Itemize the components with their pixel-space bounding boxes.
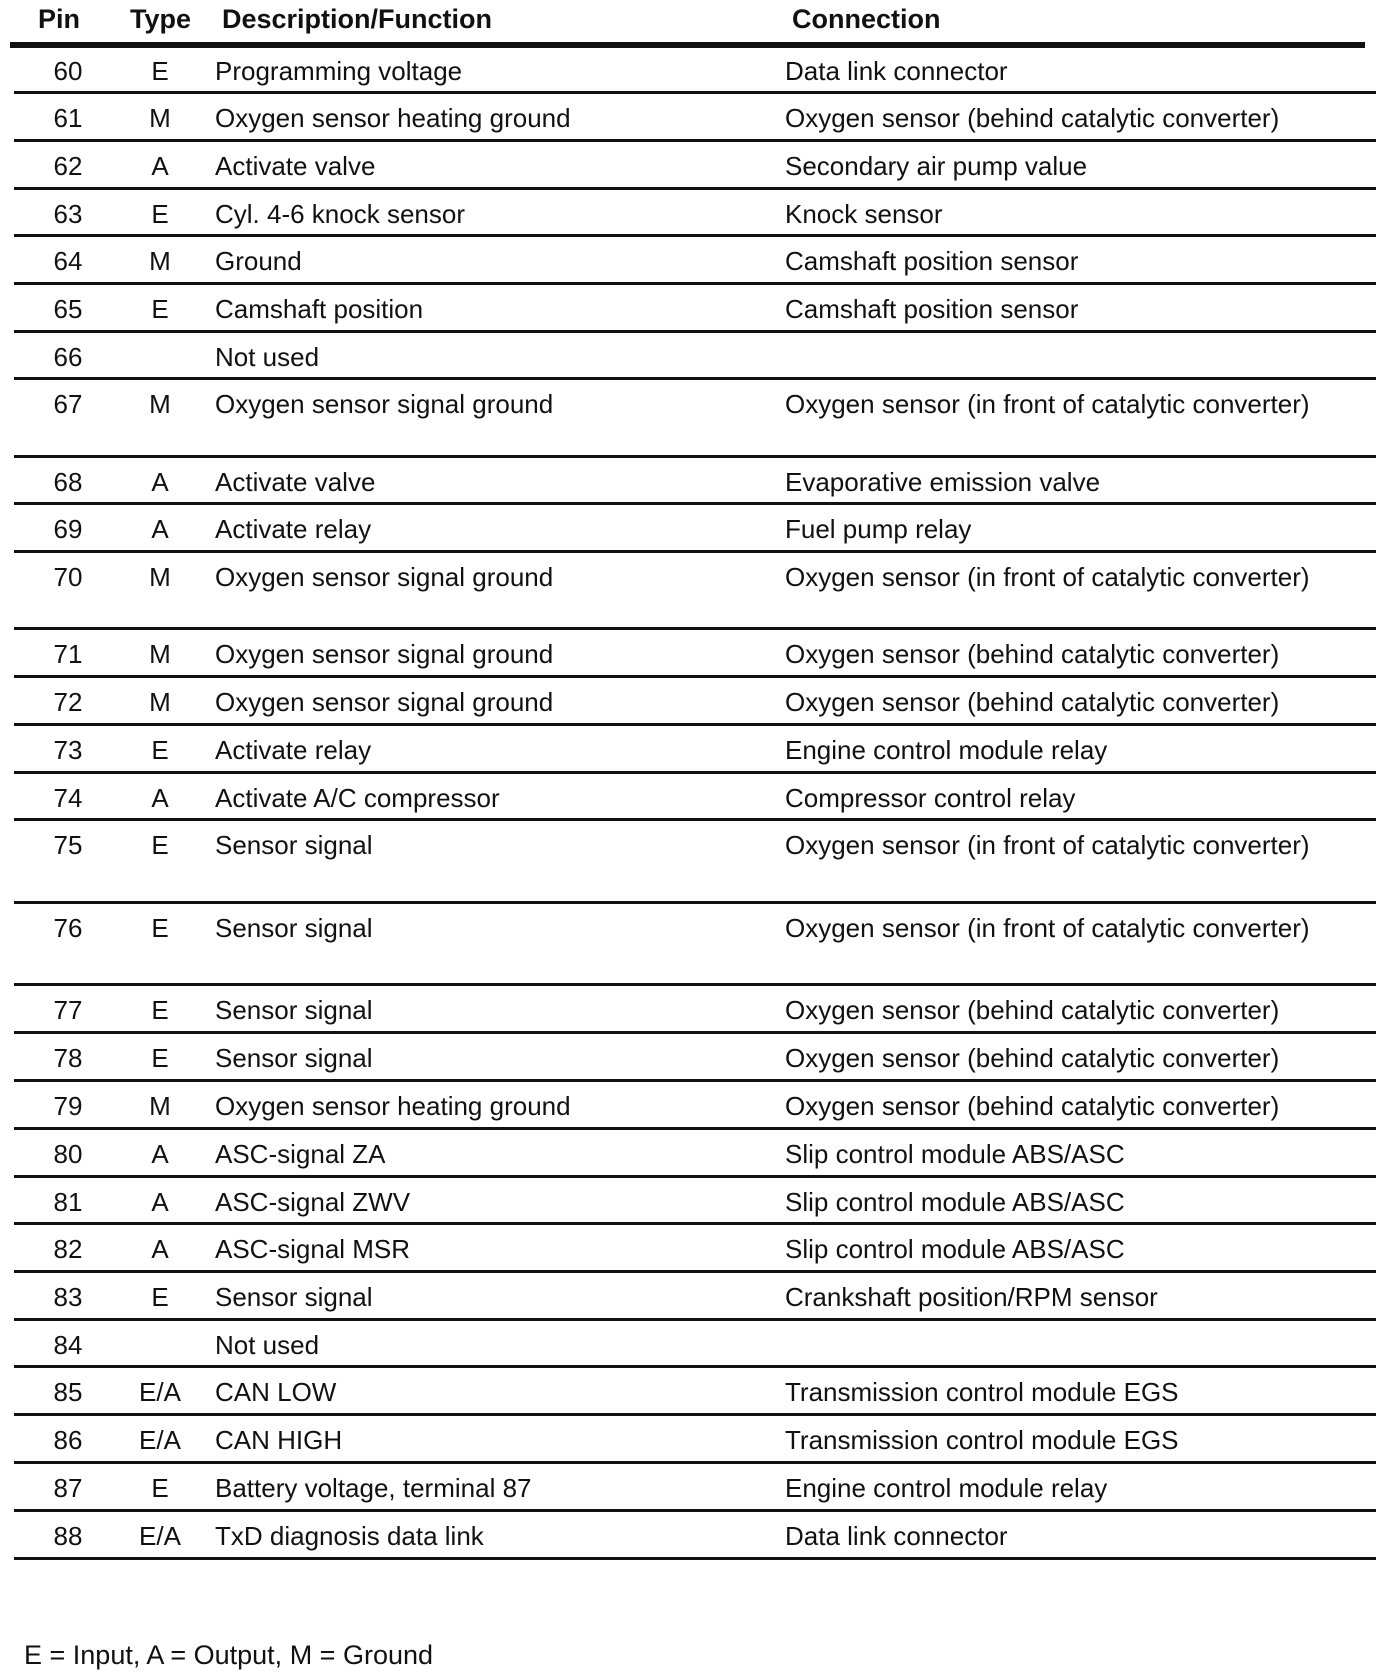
description-cell: Camshaft position (215, 294, 424, 324)
pin-cell: 78 (53, 1043, 83, 1073)
description-cell: Programming voltage (215, 56, 463, 86)
description-cell: CAN HIGH (215, 1425, 343, 1455)
pin-cell: 68 (53, 467, 83, 497)
pin-cell: 82 (53, 1234, 83, 1264)
type-cell: E (151, 1282, 169, 1312)
type-cell: E (151, 56, 169, 86)
table-row (14, 458, 1376, 505)
connection-cell: Secondary air pump value (785, 151, 1088, 181)
pin-cell: 88 (53, 1521, 83, 1551)
connection-cell: Oxygen sensor (in front of catalytic converter) (785, 913, 1310, 943)
table-row (14, 1368, 1376, 1416)
table-row (14, 678, 1376, 726)
pin-cell: 62 (53, 151, 83, 181)
description-cell: Activate valve (215, 151, 376, 181)
connection-cell: Crankshaft position/RPM sensor (785, 1282, 1158, 1312)
description-cell: Activate relay (215, 514, 372, 544)
type-cell: M (149, 103, 171, 133)
pin-cell: 83 (53, 1282, 83, 1312)
description-cell: Sensor signal (215, 995, 373, 1025)
type-cell: E/A (139, 1377, 181, 1407)
type-cell: E (151, 294, 169, 324)
table-header-row (10, 0, 1365, 46)
pin-cell: 63 (53, 199, 83, 229)
connection-cell: Engine control module relay (785, 1473, 1108, 1503)
type-cell: E (151, 995, 169, 1025)
pin-cell: 73 (53, 735, 83, 765)
table-row (14, 94, 1376, 142)
connection-cell: Data link connector (785, 1521, 1008, 1551)
connection-cell: Oxygen sensor (behind catalytic converter) (785, 1043, 1280, 1073)
connection-cell: Camshaft position sensor (785, 246, 1079, 276)
description-cell: Not used (215, 1330, 320, 1360)
description-cell: Sensor signal (215, 830, 373, 860)
description-cell: Activate A/C compressor (215, 783, 500, 813)
description-cell: ASC-signal ZWV (215, 1187, 411, 1217)
table-row (14, 553, 1376, 630)
pin-cell: 76 (53, 913, 83, 943)
pin-cell: 86 (53, 1425, 83, 1455)
type-cell: E (151, 199, 169, 229)
connection-cell: Transmission control module EGS (785, 1377, 1179, 1407)
table-row (14, 630, 1376, 678)
pin-cell: 74 (53, 783, 83, 813)
type-cell: M (149, 246, 171, 276)
type-cell: E (151, 1473, 169, 1503)
header-pin: Pin (38, 4, 81, 34)
description-cell: Oxygen sensor heating ground (215, 103, 571, 133)
description-cell: Cyl. 4-6 knock sensor (215, 199, 465, 229)
connection-cell: Oxygen sensor (behind catalytic converter) (785, 687, 1280, 717)
connection-cell: Oxygen sensor (behind catalytic converter) (785, 639, 1280, 669)
header-type: Type (130, 4, 192, 34)
pin-cell: 72 (53, 687, 83, 717)
type-cell: M (149, 562, 171, 592)
description-cell: Ground (215, 246, 302, 276)
pin-cell: 70 (53, 562, 83, 592)
table-row (14, 1130, 1376, 1178)
connection-cell: Oxygen sensor (behind catalytic converter) (785, 995, 1280, 1025)
description-cell: ASC-signal ZA (215, 1139, 386, 1169)
connection-cell: Slip control module ABS/ASC (785, 1187, 1125, 1217)
table-row (14, 380, 1376, 458)
header-connection: Connection (792, 4, 941, 34)
description-cell: Sensor signal (215, 913, 373, 943)
type-cell: A (151, 467, 169, 497)
table-row (14, 47, 1376, 94)
type-cell: E (151, 830, 169, 860)
description-cell: CAN LOW (215, 1377, 337, 1407)
pin-cell: 60 (53, 56, 83, 86)
connection-cell: Engine control module relay (785, 735, 1108, 765)
table-row (14, 142, 1376, 190)
table-row (14, 1464, 1376, 1512)
table-row (14, 333, 1376, 380)
pin-cell: 69 (53, 514, 83, 544)
table-row (14, 1225, 1376, 1273)
pin-cell: 65 (53, 294, 83, 324)
table-row (14, 1178, 1376, 1225)
type-cell: A (151, 1234, 169, 1264)
table-row (14, 821, 1376, 904)
type-cell: M (149, 639, 171, 669)
connection-cell: Oxygen sensor (in front of catalytic converter) (785, 562, 1310, 592)
pin-cell: 64 (53, 246, 83, 276)
connection-cell: Fuel pump relay (785, 514, 972, 544)
description-cell: Oxygen sensor signal ground (215, 562, 554, 592)
connection-cell: Transmission control module EGS (785, 1425, 1179, 1455)
table-row (14, 904, 1376, 986)
connection-cell: Oxygen sensor (behind catalytic converter) (785, 103, 1280, 133)
table-row (14, 237, 1376, 285)
table-row (14, 1034, 1376, 1082)
description-cell: Battery voltage, terminal 87 (215, 1473, 532, 1503)
description-cell: Oxygen sensor signal ground (215, 687, 554, 717)
pin-cell: 61 (53, 103, 83, 133)
connection-cell: Slip control module ABS/ASC (785, 1234, 1125, 1264)
type-cell: E/A (139, 1425, 181, 1455)
table-row (14, 1082, 1376, 1130)
connection-cell: Camshaft position sensor (785, 294, 1079, 324)
connection-cell: Data link connector (785, 56, 1008, 86)
connection-cell: Knock sensor (785, 199, 943, 229)
type-cell: A (151, 514, 169, 544)
table-row (14, 190, 1376, 237)
type-cell: A (151, 151, 169, 181)
type-cell: E/A (139, 1521, 181, 1551)
pin-cell: 71 (53, 639, 83, 669)
pin-cell: 66 (53, 342, 83, 372)
pin-cell: 67 (53, 389, 83, 419)
type-cell: E (151, 913, 169, 943)
description-cell: Oxygen sensor signal ground (215, 389, 554, 419)
connection-cell: Oxygen sensor (behind catalytic converter) (785, 1091, 1280, 1121)
description-cell: Oxygen sensor signal ground (215, 639, 554, 669)
type-cell: E (151, 735, 169, 765)
pin-cell: 75 (53, 830, 83, 860)
pin-cell: 87 (53, 1473, 83, 1503)
type-cell: M (149, 389, 171, 419)
table-row (14, 505, 1376, 553)
connection-cell: Slip control module ABS/ASC (785, 1139, 1125, 1169)
description-cell: Not used (215, 342, 320, 372)
type-cell: E (151, 1043, 169, 1073)
type-cell: M (149, 687, 171, 717)
type-cell: A (151, 783, 169, 813)
type-cell: A (151, 1139, 169, 1169)
table-row (14, 1273, 1376, 1321)
type-cell: M (149, 1091, 171, 1121)
table-row (14, 726, 1376, 774)
description-cell: TxD diagnosis data link (215, 1521, 484, 1551)
pin-cell: 77 (53, 995, 83, 1025)
pin-cell: 85 (53, 1377, 83, 1407)
pin-cell: 79 (53, 1091, 83, 1121)
description-cell: Sensor signal (215, 1282, 373, 1312)
connection-cell: Oxygen sensor (in front of catalytic converter) (785, 389, 1310, 419)
type-legend: E = Input, A = Output, M = Ground (24, 1640, 434, 1670)
table-row (14, 1321, 1376, 1368)
pin-cell: 84 (53, 1330, 83, 1360)
table-row (14, 285, 1376, 333)
connection-cell: Evaporative emission valve (785, 467, 1101, 497)
table-row (14, 1416, 1376, 1464)
connection-cell: Oxygen sensor (in front of catalytic converter) (785, 830, 1310, 860)
header-description: Description/Function (222, 4, 492, 34)
table-row (14, 774, 1376, 821)
description-cell: Activate relay (215, 735, 372, 765)
description-cell: Activate valve (215, 467, 376, 497)
description-cell: ASC-signal MSR (215, 1234, 411, 1264)
description-cell: Sensor signal (215, 1043, 373, 1073)
pin-cell: 81 (53, 1187, 83, 1217)
pin-cell: 80 (53, 1139, 83, 1169)
table-row (14, 1512, 1376, 1560)
description-cell: Oxygen sensor heating ground (215, 1091, 571, 1121)
table-row (14, 986, 1376, 1034)
type-cell: A (151, 1187, 169, 1217)
connection-cell: Compressor control relay (785, 783, 1076, 813)
